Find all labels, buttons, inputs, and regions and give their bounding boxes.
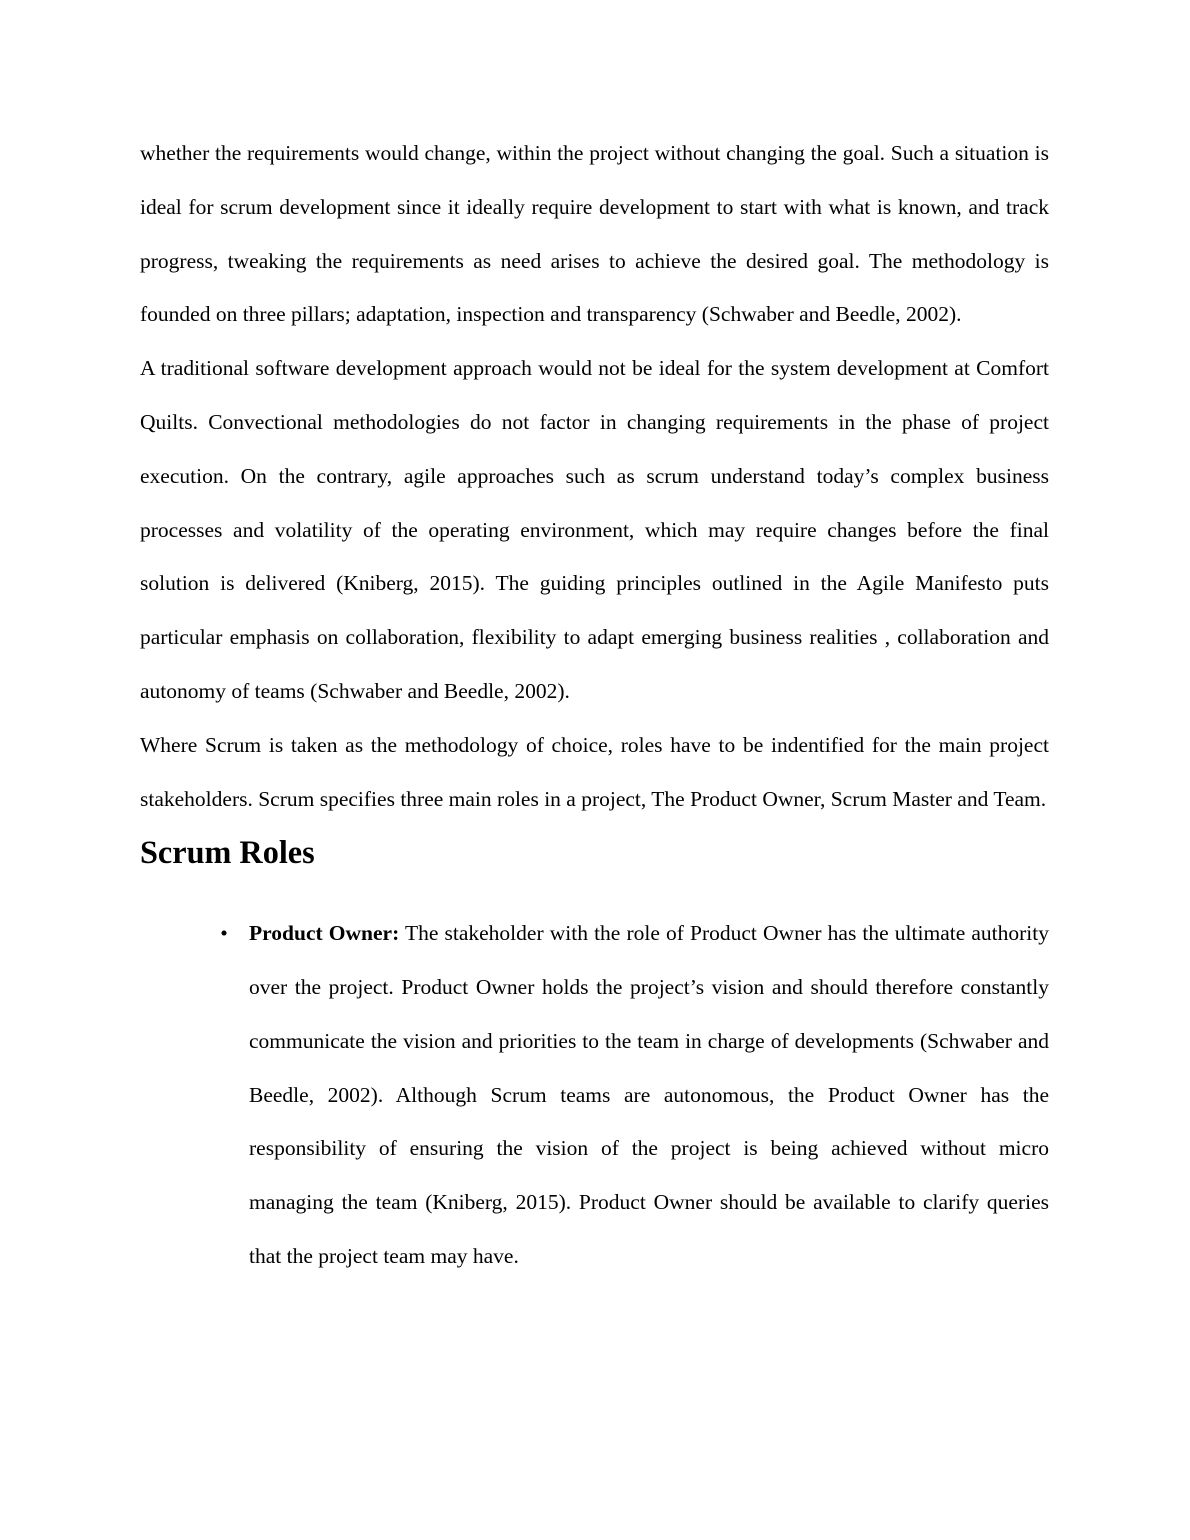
- paragraph-methodology-pillars: whether the requirements would change, within the project without changing the goal. Such a situation is ideal for scrum development since it ideally require development to start with what is known, and track progress, tweaking the requirements as need arises to achieve the desired goal. The methodology is founded on three pillars; adaptation, inspection and transparency (Schwaber and Beedle, 2002).: [140, 141, 1049, 327]
- bullet-term-product-owner: Product Owner:: [249, 921, 400, 946]
- paragraph-traditional-approach: A traditional software development approach would not be ideal for the system development at Comfort Quilts. Convectional methodologies do not factor in changing requirements in the phase of project execution. On the contrary, agile approaches such as scrum understand today’s complex business processes and volatility of the operating environment, which may require changes before the final solution is delivered (Kniberg, 2015). The guiding principles outlined in the Agile Manifesto puts particular emphasis on collaboration, flexibility to adapt emerging business realities , collaboration and autonomy of teams (Schwaber and Beedle, 2002).: [140, 356, 1049, 703]
- section-heading-scrum-roles: Scrum Roles: [140, 834, 315, 871]
- bullet-marker: •: [220, 921, 228, 946]
- scrum-roles-list: [140, 907, 1049, 1284]
- bullet-text-product-owner: The stakeholder with the role of Product Owner has the ultimate authority over the project. Product Owner holds the project’s vision and should therefore constantly communicate the vision and priorities to the team in charge of developments (Schwaber and Beedle, 2002). Although Scrum teams are autonomous, the Product Owner has the responsibility of ensuring the vision of the project is being achieved without micro managing the team (Kniberg, 2015). Product Owner should be available to clarify queries that the project team may have.: [249, 921, 1050, 1268]
- document-body: [140, 127, 1049, 1284]
- list-item-product-owner: [140, 907, 1049, 1284]
- paragraph-scrum-roles-intro: Where Scrum is taken as the methodology of choice, roles have to be indentified for the main project stakeholders. Scrum specifies three main roles in a project, The Product Owner, Scrum Master and Team.: [140, 732, 1049, 811]
